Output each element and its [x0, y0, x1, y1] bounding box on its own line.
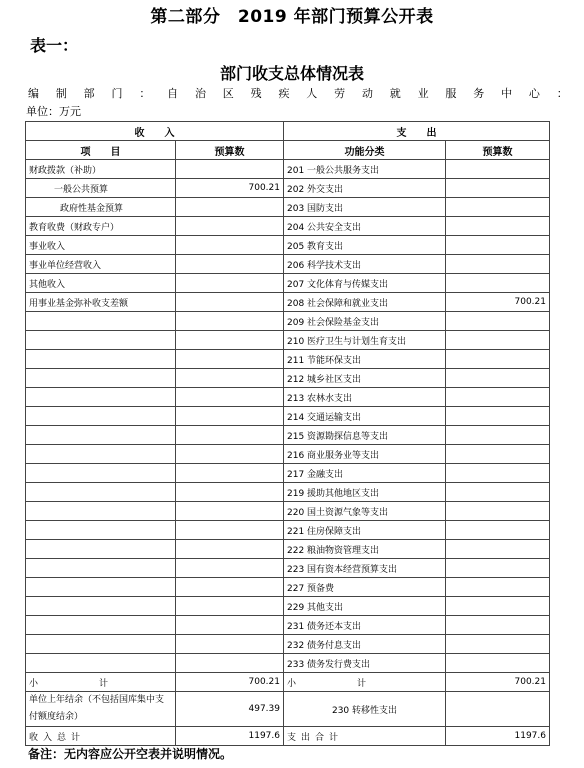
- table-row: [26, 559, 550, 578]
- income-item: 用事业基金弥补收支差额: [26, 293, 176, 312]
- carryover-label: 单位上年结余（不包括国库集中支付额度结余）: [26, 692, 176, 727]
- income-item: [26, 407, 176, 426]
- income-budget: [176, 502, 284, 521]
- table-row: [26, 616, 550, 635]
- table-title: 部门收支总体情况表: [219, 64, 364, 83]
- expense-budget: [446, 388, 550, 407]
- subtotal-expense: 700.21: [446, 673, 550, 692]
- expense-function: 204 公共安全支出: [284, 217, 446, 236]
- table-row: [26, 635, 550, 654]
- income-budget: [176, 483, 284, 502]
- table-row: [26, 255, 550, 274]
- unit-label: 单位：万元: [26, 105, 81, 118]
- income-item: [26, 502, 176, 521]
- section-label: 表一：: [30, 36, 79, 55]
- total-expense-label: 支出合计: [284, 727, 446, 746]
- table-row: [26, 388, 550, 407]
- department-char: ：: [139, 87, 151, 100]
- expense-function: 231 债务还本支出: [284, 616, 446, 635]
- budget-column-header: 预算数: [176, 141, 284, 160]
- income-budget: [176, 521, 284, 540]
- expense-budget: [446, 578, 550, 597]
- table-row: [26, 578, 550, 597]
- income-item: [26, 616, 176, 635]
- department-char: 治: [194, 87, 206, 100]
- income-item: [26, 654, 176, 673]
- expense-budget: [446, 160, 550, 179]
- department-char: 业: [417, 87, 429, 100]
- subtotal-label-2: 小 计: [284, 673, 446, 692]
- expense-function: 220 国土资源气象等支出: [284, 502, 446, 521]
- table-row: [26, 597, 550, 616]
- expense-budget: [446, 483, 550, 502]
- income-item: [26, 635, 176, 654]
- income-budget: [176, 597, 284, 616]
- budget-table: [25, 121, 550, 746]
- expense-budget: [446, 350, 550, 369]
- income-budget: [176, 369, 284, 388]
- table-header-columns: [26, 141, 550, 160]
- expense-budget: [446, 540, 550, 559]
- expense-function: 208 社会保障和就业支出: [284, 293, 446, 312]
- income-item: [26, 597, 176, 616]
- department-char: 就: [389, 87, 401, 100]
- department-char: 区: [222, 87, 234, 100]
- expense-function: 223 国有资本经营预算支出: [284, 559, 446, 578]
- department-char: 劳: [334, 87, 346, 100]
- income-item: [26, 369, 176, 388]
- transfer-label: 230 转移性支出: [284, 692, 446, 727]
- expense-budget: [446, 217, 550, 236]
- expense-budget: [446, 198, 550, 217]
- income-budget: [176, 236, 284, 255]
- table-header-group: [26, 122, 550, 141]
- income-item: [26, 483, 176, 502]
- expense-budget: [446, 597, 550, 616]
- total-row: [26, 727, 550, 746]
- table-row: [26, 445, 550, 464]
- expense-function: 211 节能环保支出: [284, 350, 446, 369]
- expense-function: 214 交通运输支出: [284, 407, 446, 426]
- expense-budget: [446, 369, 550, 388]
- department-char: 服: [445, 87, 457, 100]
- expense-function: 217 金融支出: [284, 464, 446, 483]
- income-item: 事业单位经营收入: [26, 255, 176, 274]
- income-budget: [176, 331, 284, 350]
- income-item: 政府性基金预算: [26, 198, 176, 217]
- department-char: 心: [528, 87, 540, 100]
- expense-header: 支 出: [284, 122, 550, 141]
- income-budget: [176, 255, 284, 274]
- table-row: [26, 654, 550, 673]
- expense-budget: [446, 445, 550, 464]
- department-char: 人: [306, 87, 318, 100]
- expense-function: 212 城乡社区支出: [284, 369, 446, 388]
- expense-function: 215 资源勘探信息等支出: [284, 426, 446, 445]
- expense-function: 232 债务付息支出: [284, 635, 446, 654]
- department-line: [28, 85, 568, 101]
- department-char: 制: [55, 87, 67, 100]
- expense-budget: [446, 635, 550, 654]
- budget-column-header-2: 预算数: [446, 141, 550, 160]
- income-budget: [176, 616, 284, 635]
- income-item: [26, 312, 176, 331]
- expense-budget: [446, 654, 550, 673]
- income-budget: [176, 312, 284, 331]
- expense-budget: 700.21: [446, 293, 550, 312]
- income-item: 其他收入: [26, 274, 176, 293]
- expense-function: 206 科学技术支出: [284, 255, 446, 274]
- income-budget: [176, 559, 284, 578]
- income-budget: [176, 654, 284, 673]
- department-char: 残: [250, 87, 262, 100]
- footnote: 备注：无内容应公开空表并说明情况。: [28, 747, 233, 761]
- income-header: 收 入: [26, 122, 284, 141]
- table-row: [26, 217, 550, 236]
- department-char: 编: [28, 87, 39, 100]
- department-char: 中: [501, 87, 513, 100]
- subtotal-label: 小 计: [26, 673, 176, 692]
- income-budget: [176, 426, 284, 445]
- expense-budget: [446, 274, 550, 293]
- expense-budget: [446, 331, 550, 350]
- total-income-label: 收入总计: [26, 727, 176, 746]
- expense-budget: [446, 426, 550, 445]
- income-item: [26, 540, 176, 559]
- expense-function: 202 外交支出: [284, 179, 446, 198]
- table-row: [26, 160, 550, 179]
- table-row: [26, 331, 550, 350]
- income-budget: [176, 198, 284, 217]
- income-budget: [176, 445, 284, 464]
- expense-budget: [446, 521, 550, 540]
- expense-function: 233 债务发行费支出: [284, 654, 446, 673]
- table-row: [26, 502, 550, 521]
- income-budget: 700.21: [176, 179, 284, 198]
- table-row: [26, 274, 550, 293]
- income-item: 财政拨款（补助）: [26, 160, 176, 179]
- expense-function: 227 预备费: [284, 578, 446, 597]
- table-row: [26, 198, 550, 217]
- table-row: [26, 293, 550, 312]
- item-column-header: 项 目: [26, 141, 176, 160]
- department-char: 疾: [278, 87, 290, 100]
- income-item: [26, 578, 176, 597]
- table-row: [26, 426, 550, 445]
- expense-function: 203 国防支出: [284, 198, 446, 217]
- department-char: 门: [111, 87, 123, 100]
- table-row: [26, 407, 550, 426]
- function-column-header: 功能分类: [284, 141, 446, 160]
- expense-budget: [446, 255, 550, 274]
- income-item: [26, 388, 176, 407]
- income-budget: [176, 407, 284, 426]
- income-item: [26, 445, 176, 464]
- expense-budget: [446, 616, 550, 635]
- expense-function: 201 一般公共服务支出: [284, 160, 446, 179]
- expense-budget: [446, 179, 550, 198]
- carryover-row: [26, 692, 550, 727]
- table-row: [26, 464, 550, 483]
- expense-budget: [446, 464, 550, 483]
- table-row: [26, 540, 550, 559]
- income-item: 一般公共预算: [26, 179, 176, 198]
- expense-budget: [446, 312, 550, 331]
- income-budget: [176, 160, 284, 179]
- expense-function: 219 援助其他地区支出: [284, 483, 446, 502]
- table-row: [26, 369, 550, 388]
- income-budget: [176, 274, 284, 293]
- income-budget: [176, 635, 284, 654]
- income-item: [26, 350, 176, 369]
- table-row: [26, 179, 550, 198]
- expense-function: 205 教育支出: [284, 236, 446, 255]
- income-item: 事业收入: [26, 236, 176, 255]
- income-item: [26, 521, 176, 540]
- total-expense-value: 1197.6: [446, 727, 550, 746]
- income-budget: [176, 578, 284, 597]
- subtotal-income: 700.21: [176, 673, 284, 692]
- income-item: [26, 464, 176, 483]
- income-budget: [176, 293, 284, 312]
- expense-budget: [446, 236, 550, 255]
- income-item: [26, 426, 176, 445]
- department-char: 自: [167, 87, 179, 100]
- expense-function: 213 农林水支出: [284, 388, 446, 407]
- carryover-value: 497.39: [176, 692, 284, 727]
- total-income-value: 1197.6: [176, 727, 284, 746]
- table-row: [26, 521, 550, 540]
- expense-function: 229 其他支出: [284, 597, 446, 616]
- expense-function: 222 粮油物资管理支出: [284, 540, 446, 559]
- income-budget: [176, 540, 284, 559]
- income-budget: [176, 350, 284, 369]
- income-item: 教育收费（财政专户）: [26, 217, 176, 236]
- table-row: [26, 350, 550, 369]
- expense-function: 221 住房保障支出: [284, 521, 446, 540]
- income-budget: [176, 217, 284, 236]
- income-budget: [176, 388, 284, 407]
- table-row: [26, 312, 550, 331]
- expense-function: 207 文化体育与传媒支出: [284, 274, 446, 293]
- income-item: [26, 559, 176, 578]
- expense-budget: [446, 502, 550, 521]
- expense-function: 210 医疗卫生与计划生育支出: [284, 331, 446, 350]
- expense-budget: [446, 407, 550, 426]
- table-row: [26, 236, 550, 255]
- income-budget: [176, 464, 284, 483]
- transfer-value: [446, 692, 550, 727]
- expense-budget: [446, 559, 550, 578]
- table-row: [26, 483, 550, 502]
- expense-function: 209 社会保险基金支出: [284, 312, 446, 331]
- department-char: ：: [556, 87, 568, 100]
- department-char: 部: [83, 87, 95, 100]
- subtotal-row: [26, 673, 550, 692]
- department-char: 务: [473, 87, 485, 100]
- expense-function: 216 商业服务业等支出: [284, 445, 446, 464]
- income-item: [26, 331, 176, 350]
- department-char: 动: [361, 87, 373, 100]
- page-title: 第二部分 2019 年部门预算公开表: [150, 7, 434, 27]
